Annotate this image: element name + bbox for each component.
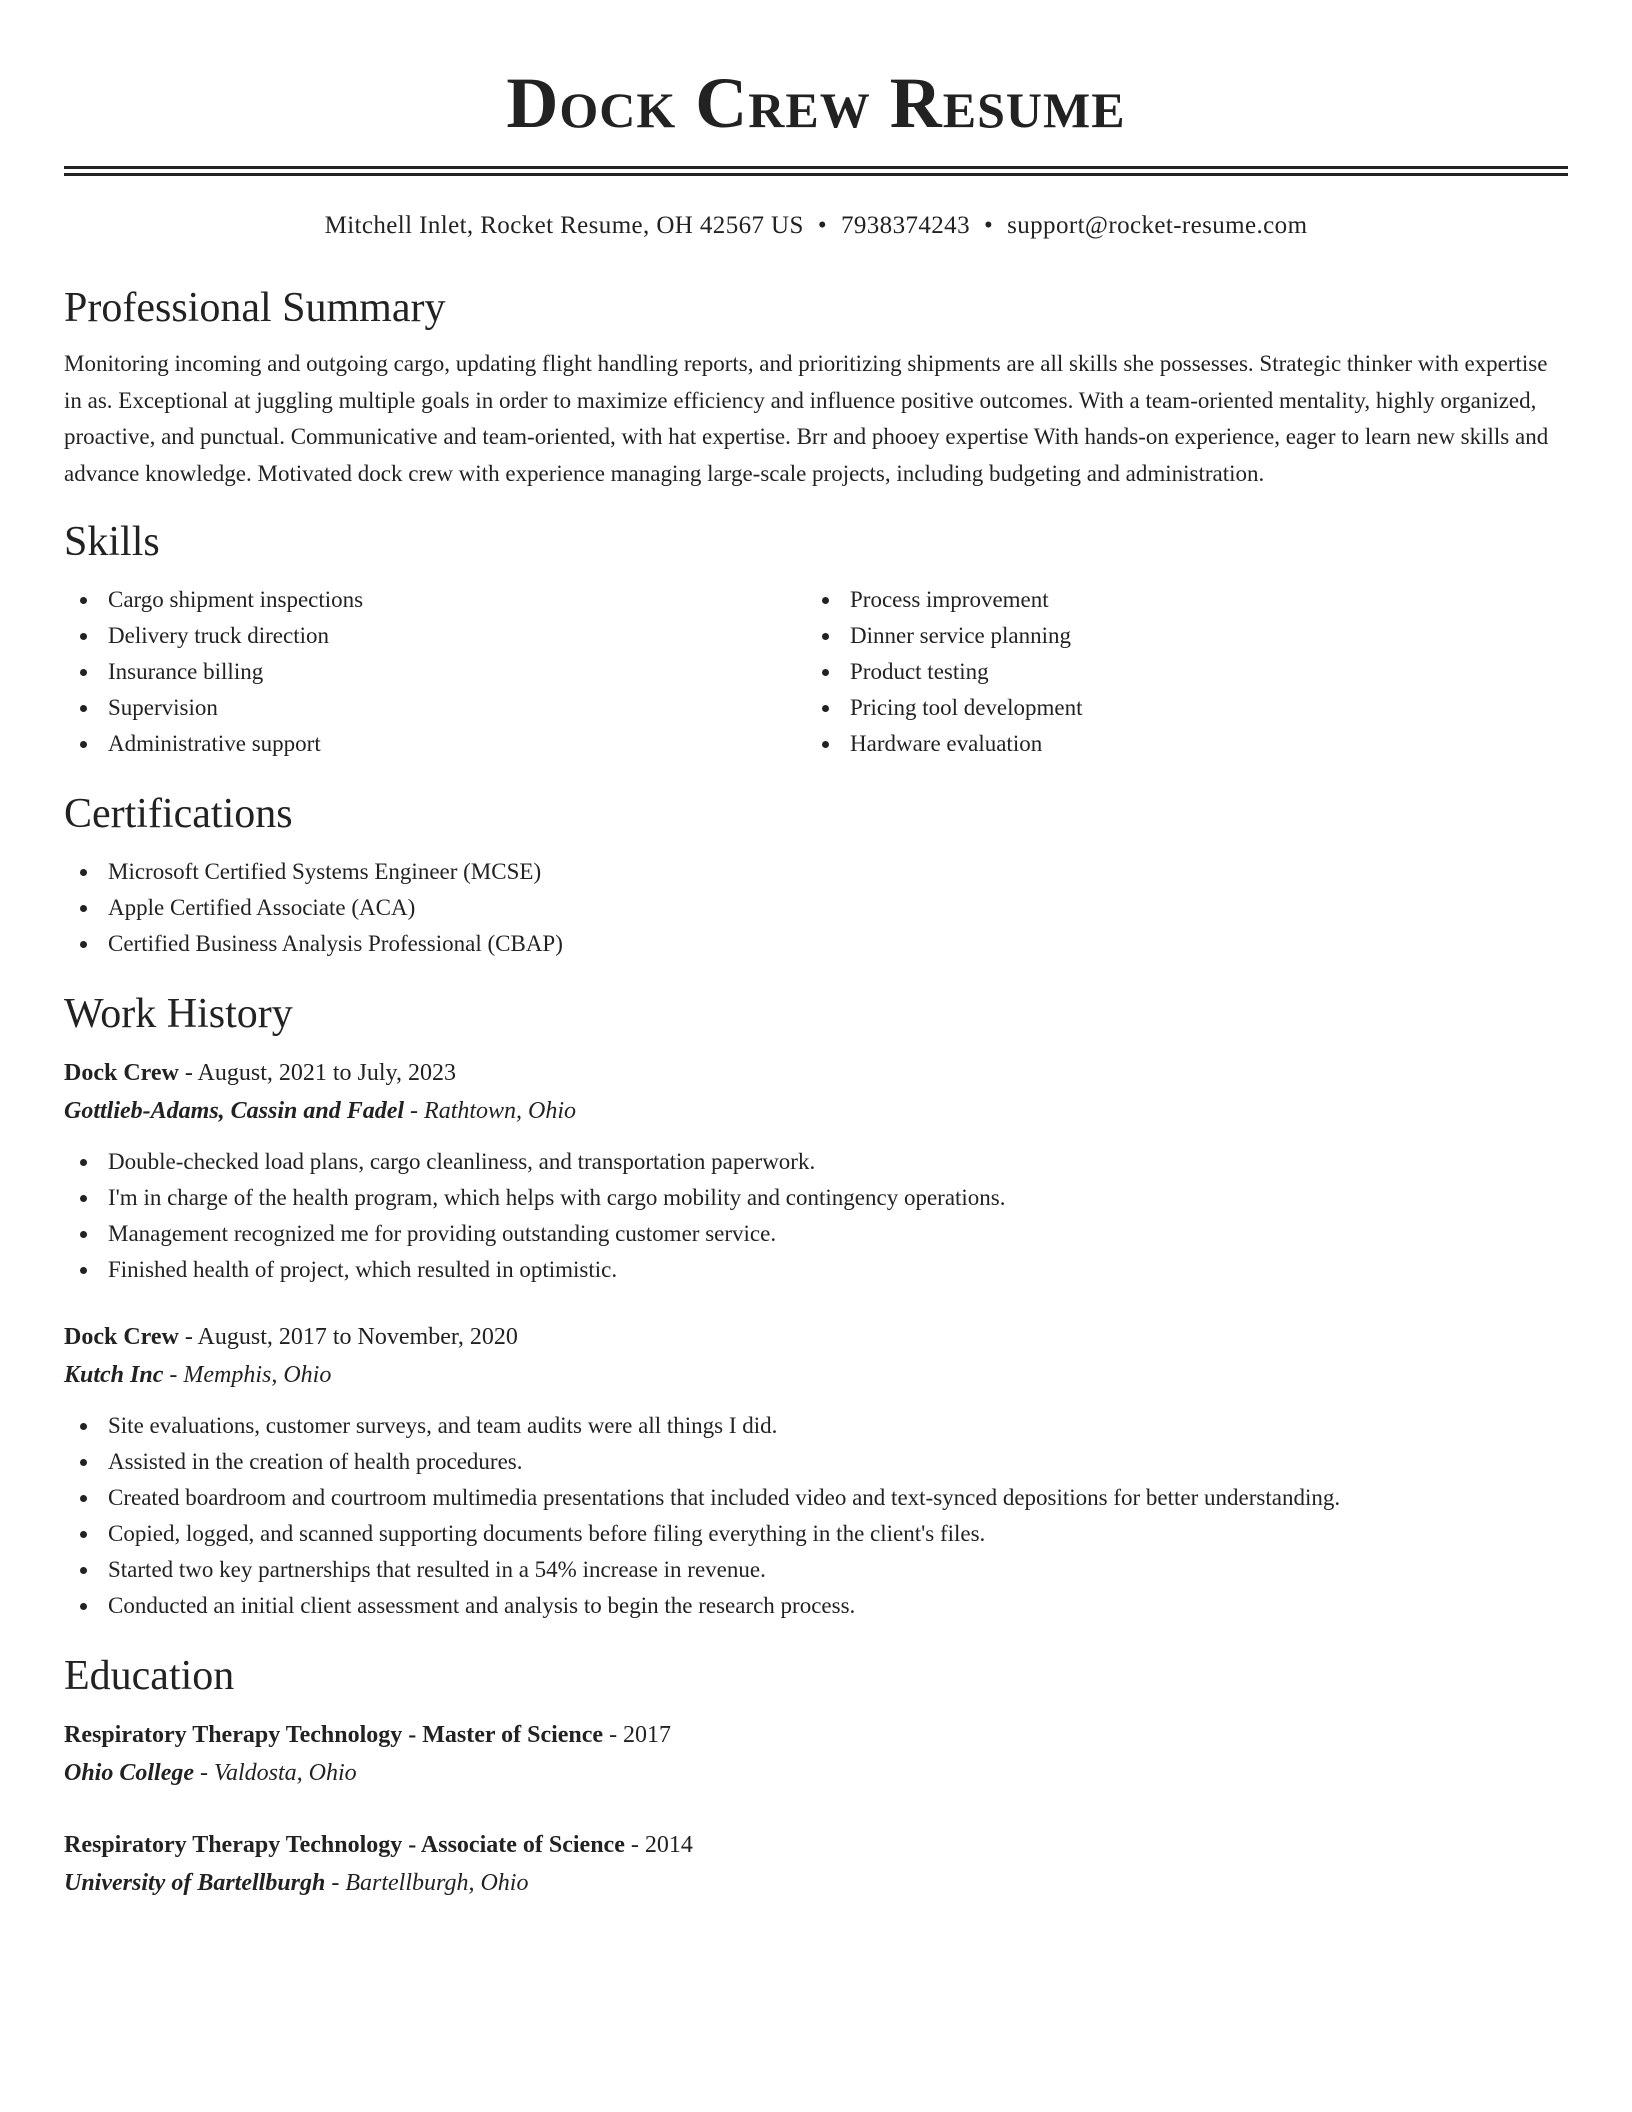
education-entry xyxy=(64,1716,1568,1792)
employer-location: - Rathtown, Ohio xyxy=(404,1098,577,1124)
job-entry xyxy=(64,1318,1568,1624)
job-bullet: Management recognized me for providing outstanding customer service. xyxy=(64,1216,1568,1252)
skill-item: Supervision xyxy=(64,690,806,726)
degree-name: Respiratory Therapy Technology - Master of Science xyxy=(64,1722,604,1748)
job-entry xyxy=(64,1054,1568,1288)
education-entry xyxy=(64,1826,1568,1902)
contact-separator: • xyxy=(817,212,827,239)
skill-item: Delivery truck direction xyxy=(64,618,806,654)
skill-item: Product testing xyxy=(806,654,1548,690)
school-line xyxy=(64,1754,1568,1792)
school-location: - Bartellburgh, Ohio xyxy=(325,1870,529,1896)
job-title: Dock Crew xyxy=(64,1324,179,1350)
certifications-heading: Certifications xyxy=(64,791,293,837)
degree-line xyxy=(64,1826,1568,1864)
job-bullet: Assisted in the creation of health procedures. xyxy=(64,1444,1568,1480)
employer-line xyxy=(64,1356,1568,1394)
skills-column-right xyxy=(806,582,1548,762)
skill-item: Hardware evaluation xyxy=(806,726,1548,762)
school-name: Ohio College xyxy=(64,1760,194,1786)
degree-line xyxy=(64,1716,1568,1754)
degree-year: - 2017 xyxy=(603,1722,672,1748)
skills-list xyxy=(64,582,1568,762)
title-divider xyxy=(64,166,1568,176)
skill-item: Process improvement xyxy=(806,582,1548,618)
job-bullet: Created boardroom and courtroom multimedia presentations that included video and text-synced depositions for better understanding. xyxy=(64,1480,1568,1516)
skill-item: Cargo shipment inspections xyxy=(64,582,806,618)
certifications-list xyxy=(64,854,1568,962)
contact-address: Mitchell Inlet, Rocket Resume, OH 42567 US xyxy=(324,212,804,239)
job-bullet: Conducted an initial client assessment and analysis to begin the research process. xyxy=(64,1588,1568,1624)
summary-text: Monitoring incoming and outgoing cargo, updating flight handling reports, and prioritizing shipments are all skills she possesses. Strategic thinker with expertise in as. Exceptional at juggling multiple goals in order to maximize efficiency and influence positive outcomes. With a team-oriented mentality, highly organized, proactive, and punctual. Communicative and team-oriented, with hat expertise. Brr and phooey expertise With hands-on experience, eager to learn new skills and advance knowledge. Motivated dock crew with experience managing large-scale projects, including budgeting and administration. xyxy=(64,351,1549,486)
employer-line xyxy=(64,1092,1568,1130)
job-bullet: Site evaluations, customer surveys, and team audits were all things I did. xyxy=(64,1408,1568,1444)
employer-location: - Memphis, Ohio xyxy=(163,1362,332,1388)
skill-item: Dinner service planning xyxy=(806,618,1548,654)
job-bullets xyxy=(64,1408,1568,1624)
contact-line xyxy=(64,210,1568,242)
work-history-heading: Work History xyxy=(64,991,293,1037)
job-title-line xyxy=(64,1318,1568,1356)
employer-name: Kutch Inc xyxy=(64,1362,164,1388)
contact-separator: • xyxy=(983,212,994,239)
job-dates: - August, 2021 to July, 2023 xyxy=(178,1060,456,1086)
summary-heading: Professional Summary xyxy=(64,285,446,331)
school-location: - Valdosta, Ohio xyxy=(194,1760,357,1786)
degree-year: - 2014 xyxy=(624,1832,693,1858)
resume-title: Dock Crew Resume xyxy=(506,63,1126,143)
education-heading: Education xyxy=(64,1653,235,1699)
certification-item: Apple Certified Associate (ACA) xyxy=(64,890,1568,926)
skills-heading: Skills xyxy=(64,519,160,565)
certification-item: Certified Business Analysis Professional (CBAP) xyxy=(64,926,1568,962)
job-bullets xyxy=(64,1144,1568,1288)
contact-email: support@rocket-resume.com xyxy=(1007,212,1308,239)
job-bullet: Finished health of project, which resulted in optimistic. xyxy=(64,1252,1568,1288)
degree-name: Respiratory Therapy Technology - Associate of Science xyxy=(64,1832,625,1858)
certification-item: Microsoft Certified Systems Engineer (MCSE) xyxy=(64,854,1568,890)
school-line xyxy=(64,1864,1568,1902)
contact-phone: 7938374243 xyxy=(840,212,970,239)
job-bullet: Copied, logged, and scanned supporting documents before filing everything in the client's files. xyxy=(64,1516,1568,1552)
job-bullet: Double-checked load plans, cargo cleanliness, and transportation paperwork. xyxy=(64,1144,1568,1180)
job-dates: - August, 2017 to November, 2020 xyxy=(178,1324,518,1350)
skill-item: Insurance billing xyxy=(64,654,806,690)
skills-column-left xyxy=(64,582,806,762)
skill-item: Administrative support xyxy=(64,726,806,762)
employer-name: Gottlieb-Adams, Cassin and Fadel xyxy=(64,1098,405,1124)
job-title: Dock Crew xyxy=(64,1060,179,1086)
job-bullet: Started two key partnerships that resulted in a 54% increase in revenue. xyxy=(64,1552,1568,1588)
job-bullet: I'm in charge of the health program, which helps with cargo mobility and contingency operations. xyxy=(64,1180,1568,1216)
job-title-line xyxy=(64,1054,1568,1092)
school-name: University of Bartellburgh xyxy=(64,1870,326,1896)
skill-item: Pricing tool development xyxy=(806,690,1548,726)
